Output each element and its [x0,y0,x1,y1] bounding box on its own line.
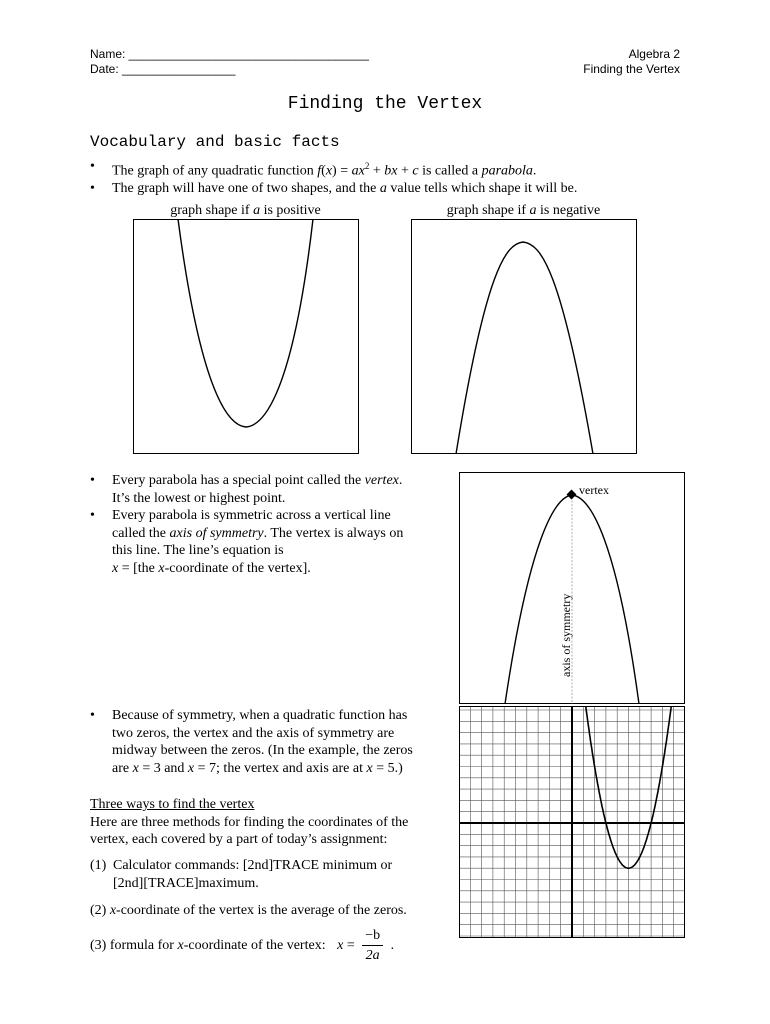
vertex-formula: $\frac{-b}{2a}$ [362,926,383,965]
axis-label: axis of symmetry [559,593,573,677]
methods-intro: Here are three methods for finding the coordinates of the vertex, each covered by a part of today’s assignment: [90,814,409,847]
method-2: (2) x-coordinate of the vertex is the average of the zeros. [90,903,407,918]
grid-parabola-graph [459,706,685,938]
date-line: Date: _________________ [90,62,236,76]
method-3: (3) formula for x-coordinate of the vertex: x = $\frac{-b}{2a}$ . [90,928,395,963]
method-1: (1) Calculator commands: [2nd]TRACE minimum or [2nd][TRACE]maximum. [90,858,393,891]
fact-symmetry: • Because of symmetry, when a quadratic function has two zeros, the vertex and the axis of symmetry are midway between the zeros. (In the example, the zeros are x = 3 and x = 7; the vertex and axis are at x = 5.) [90,707,450,777]
vertex-facts-list [90,472,450,577]
name-line: Name: ____________________________________ [90,47,369,61]
caption-positive: graph shape if a is positive [170,203,321,218]
section-heading: Vocabulary and basic facts [90,133,340,151]
methods-section [90,796,450,849]
downward-parabola-graph [411,219,637,454]
fact-parabola: • The graph of any quadratic function $f(x) = ax^2$ + bx + c is called a parabola. [90,158,690,180]
symmetry-list [90,707,450,777]
page-title: Finding the Vertex [287,94,483,114]
course-label: Algebra 2 [628,47,680,61]
fact-shape: • The graph will have one of two shapes, and the a value tells which shape it will be. [90,180,690,198]
methods-heading: Three ways to find the vertex [90,797,255,812]
vertex-label: vertex [579,483,609,497]
topic-label: Finding the Vertex [583,62,680,76]
fact-axis: • Every parabola is symmetric across a vertical line called the axis of symmetry. The vertex is always on this line. The line’s equation is x = [the x-coordinate of the vertex]. [90,507,450,577]
caption-negative: graph shape if a is negative [446,203,601,218]
vertex-axis-figure [459,472,685,704]
upward-parabola-graph [133,219,359,454]
vertex-point [567,490,577,500]
facts-list [90,158,690,198]
fact-vertex: • Every parabola has a special point called the vertex. It’s the lowest or highest point. [90,472,450,507]
